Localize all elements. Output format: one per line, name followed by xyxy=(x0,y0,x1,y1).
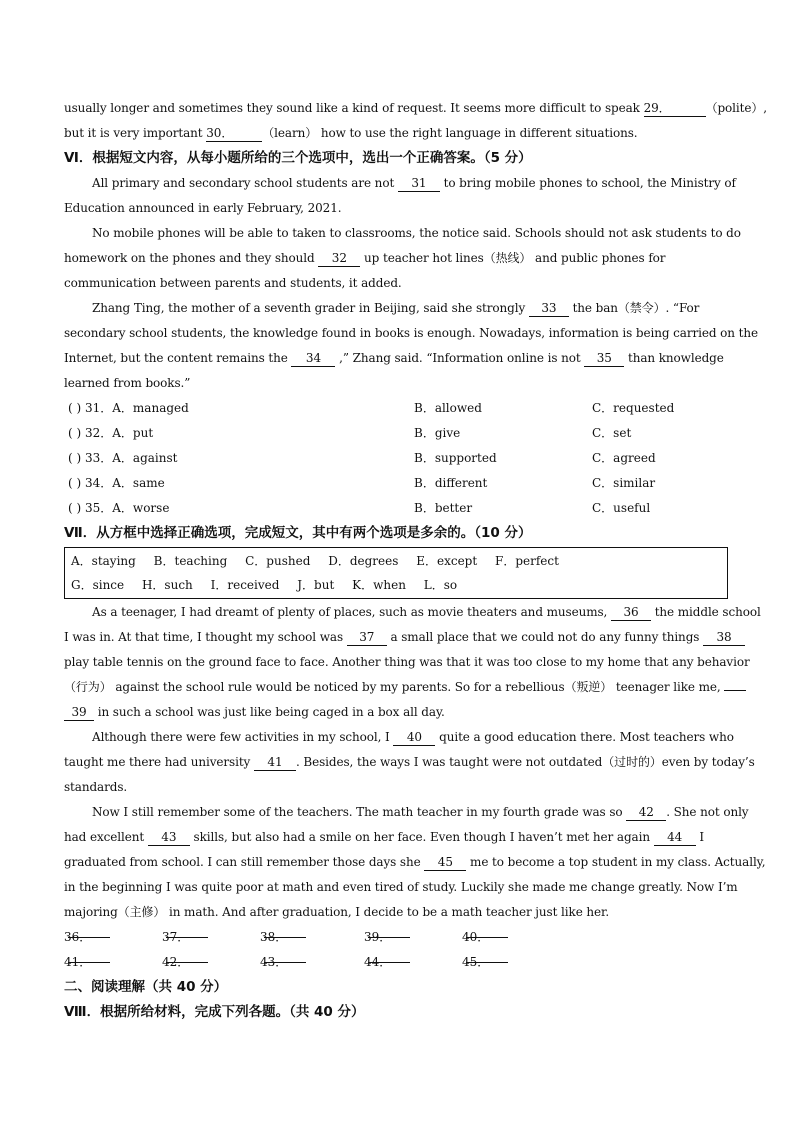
passage-line: majoring（主修） in math. And after graduation, I decide to be a math teacher just like her. xyxy=(64,905,610,919)
option-c[interactable]: C．useful xyxy=(592,501,651,515)
word-option: K．when xyxy=(352,578,406,592)
answer-label: 42． xyxy=(162,955,190,969)
answer-line xyxy=(166,925,208,938)
text: Zhang Ting, the mother of a seventh grader in Beijing, said she strongly xyxy=(92,301,529,315)
blank-31[interactable]: 31 xyxy=(398,176,440,192)
text: but it is very important xyxy=(64,126,207,140)
answer-line xyxy=(68,925,110,938)
word-option: A．staying xyxy=(71,554,136,568)
part-2-heading: 二、阅读理解（共 40 分） xyxy=(64,979,228,995)
blank-32[interactable]: 32 xyxy=(318,251,360,267)
passage-line xyxy=(64,725,734,750)
text: quite a good education there. Most teachers who xyxy=(435,730,734,744)
option-b[interactable]: B．give xyxy=(414,426,461,440)
choice-row-32 xyxy=(64,421,730,446)
passage-line xyxy=(64,700,730,725)
passage-line: standards. xyxy=(64,780,128,794)
passage-line xyxy=(64,675,730,700)
text: how to use the right language in different situations. xyxy=(317,126,638,140)
blank-42[interactable]: 42 xyxy=(626,805,666,821)
option-c[interactable]: C．set xyxy=(592,426,632,440)
answer-label: 41． xyxy=(64,955,92,969)
blank-43[interactable]: 43 xyxy=(148,830,190,846)
text: I xyxy=(695,830,705,844)
text: than knowledge xyxy=(624,351,724,365)
answer-row xyxy=(64,950,730,975)
blank-45[interactable]: 45 xyxy=(424,855,466,871)
blank-39-start xyxy=(724,690,746,691)
text: skills, but also had a smile on her face. Even though I haven’t met her again xyxy=(189,830,654,844)
word-option: B．teaching xyxy=(153,554,228,568)
option-a[interactable]: ( ) 35．A．worse xyxy=(68,501,170,515)
text: usually longer and sometimes they sound like a kind of request. It seems more difficult to speak xyxy=(64,101,644,115)
text: the middle school xyxy=(650,605,761,619)
section-7-heading: Ⅶ．从方框中选择正确选项，完成短文，其中有两个选项是多余的。（10 分） xyxy=(64,525,532,541)
question-number: 29． xyxy=(643,101,671,115)
passage-line: Education announced in early February, 2021. xyxy=(64,201,342,215)
text: homework on the phones and they should xyxy=(64,251,319,265)
choice-row-31 xyxy=(64,396,730,421)
option-c[interactable]: C．similar xyxy=(592,476,656,490)
passage-line: play table tennis on the ground face to face. Another thing was that it was too close to my home that any behavior xyxy=(64,655,750,669)
blank-39[interactable]: 39 xyxy=(64,705,94,721)
word-hint: （learn） xyxy=(262,126,318,140)
answer-label: 40． xyxy=(462,930,490,944)
answer-label: 38． xyxy=(260,930,288,944)
text: graduated from school. I can still remember those days she xyxy=(64,855,425,869)
text: the ban（禁令）. “For xyxy=(568,301,700,315)
text: . Besides, the ways I was taught were not outdated（过时的）even by today’s xyxy=(295,755,755,769)
passage-line xyxy=(64,625,730,650)
passage-line xyxy=(64,296,730,321)
passage-line xyxy=(64,825,730,850)
text: I was in. At that time, I thought my school was xyxy=(64,630,347,644)
word-option: C．pushed xyxy=(245,554,311,568)
passage-line xyxy=(64,121,730,146)
answer-line xyxy=(264,950,306,963)
text: up teacher hot lines（热线） and public phones for xyxy=(360,251,666,265)
blank-41[interactable]: 41 xyxy=(254,755,296,771)
answer-line xyxy=(466,950,508,963)
passage-line: No mobile phones will be able to taken to classrooms, the notice said. Schools should not ask students to do xyxy=(92,226,741,240)
text: in such a school was just like being caged in a box all day. xyxy=(94,705,445,719)
blank-36[interactable]: 36 xyxy=(611,605,651,621)
answer-label: 37． xyxy=(162,930,190,944)
answer-line xyxy=(166,950,208,963)
passage-line: in the beginning I was quite poor at math and even tired of study. Luckily she made me change greatly. Now I’m xyxy=(64,880,738,894)
choice-row-35 xyxy=(64,496,730,521)
section-8-heading: Ⅷ．根据所给材料，完成下列各题。（共 40 分） xyxy=(64,1004,365,1020)
word-option: D．degrees xyxy=(328,554,399,568)
text: a small place that we could not do any funny things xyxy=(386,630,704,644)
blank-29[interactable] xyxy=(644,101,706,117)
text: As a teenager, I had dreamt of plenty of places, such as movie theaters and museums, xyxy=(92,605,611,619)
blank-34[interactable]: 34 xyxy=(291,351,335,367)
text: . She not only xyxy=(666,805,749,819)
word-box xyxy=(64,547,728,599)
blank-37[interactable]: 37 xyxy=(347,630,387,646)
word-option: E．except xyxy=(416,554,478,568)
answer-row xyxy=(64,925,730,950)
passage-line: communication between parents and students, it added. xyxy=(64,276,402,290)
text: me to become a top student in my class. Actually, xyxy=(466,855,766,869)
answer-line xyxy=(368,950,410,963)
text: （行为） against the school rule would be noticed by my parents. So for a rebellious（叛逆） teenager like me, xyxy=(64,680,725,694)
answer-line xyxy=(368,925,410,938)
text: Internet, but the content remains the xyxy=(64,351,292,365)
answer-label: 44． xyxy=(364,955,392,969)
blank-33[interactable]: 33 xyxy=(529,301,569,317)
blank-30[interactable] xyxy=(206,126,262,142)
option-c[interactable]: C．agreed xyxy=(592,451,656,465)
blank-44[interactable]: 44 xyxy=(654,830,696,846)
option-a[interactable]: ( ) 32．A．put xyxy=(68,426,154,440)
word-box-row xyxy=(71,573,727,597)
passage-line xyxy=(64,346,730,371)
answer-label: 43． xyxy=(260,955,288,969)
text: had excellent xyxy=(64,830,148,844)
text: All primary and secondary school students are not xyxy=(92,176,398,190)
choice-row-33 xyxy=(64,446,730,471)
word-option: H．such xyxy=(141,578,193,592)
text: ,” Zhang said. “Information online is not xyxy=(335,351,585,365)
passage-line xyxy=(64,600,761,625)
word-option: G．since xyxy=(71,578,125,592)
answer-label: 36． xyxy=(64,930,92,944)
worksheet-page xyxy=(64,96,767,1025)
blank-35[interactable]: 35 xyxy=(584,351,624,367)
option-b[interactable]: B．allowed xyxy=(414,401,482,415)
text: Although there were few activities in my school, I xyxy=(92,730,394,744)
passage-line: learned from books.” xyxy=(64,376,191,390)
passage-line xyxy=(64,750,755,775)
option-b[interactable]: B．supported xyxy=(414,451,497,465)
passage-line: secondary school students, the knowledge found in books is enough. Nowadays, information is being carried on the xyxy=(64,326,758,340)
option-a[interactable]: ( ) 31．A．managed xyxy=(68,401,189,415)
answer-line xyxy=(466,925,508,938)
answer-label: 39． xyxy=(364,930,392,944)
passage-line xyxy=(64,800,749,825)
word-hint: （polite）, xyxy=(705,101,767,115)
option-b[interactable]: B．different xyxy=(414,476,488,490)
option-a[interactable]: ( ) 34．A．same xyxy=(68,476,165,490)
answer-line xyxy=(68,950,110,963)
blank-38[interactable]: 38 xyxy=(703,630,745,646)
passage-line xyxy=(64,850,766,875)
word-option: F．perfect xyxy=(495,554,559,568)
answer-label: 45． xyxy=(462,955,490,969)
option-c[interactable]: C．requested xyxy=(592,401,675,415)
option-a[interactable]: ( ) 33．A．against xyxy=(68,451,178,465)
answer-line xyxy=(264,925,306,938)
option-b[interactable]: B．better xyxy=(414,501,473,515)
text: to bring mobile phones to school, the Ministry of xyxy=(439,176,736,190)
choice-row-34 xyxy=(64,471,730,496)
section-6-heading: Ⅵ．根据短文内容，从每小题所给的三个选项中，选出一个正确答案。（5 分） xyxy=(64,150,532,166)
word-option: J．but xyxy=(297,578,335,592)
text: taught me there had university xyxy=(64,755,254,769)
word-box-row xyxy=(71,549,727,573)
passage-line xyxy=(64,96,767,121)
word-option: I．received xyxy=(210,578,280,592)
passage-line xyxy=(64,171,736,196)
passage-line xyxy=(64,246,730,271)
word-option: L．so xyxy=(423,578,458,592)
question-number: 30． xyxy=(206,126,234,140)
text: Now I still remember some of the teachers. The math teacher in my fourth grade was so xyxy=(92,805,627,819)
blank-40[interactable]: 40 xyxy=(393,730,435,746)
